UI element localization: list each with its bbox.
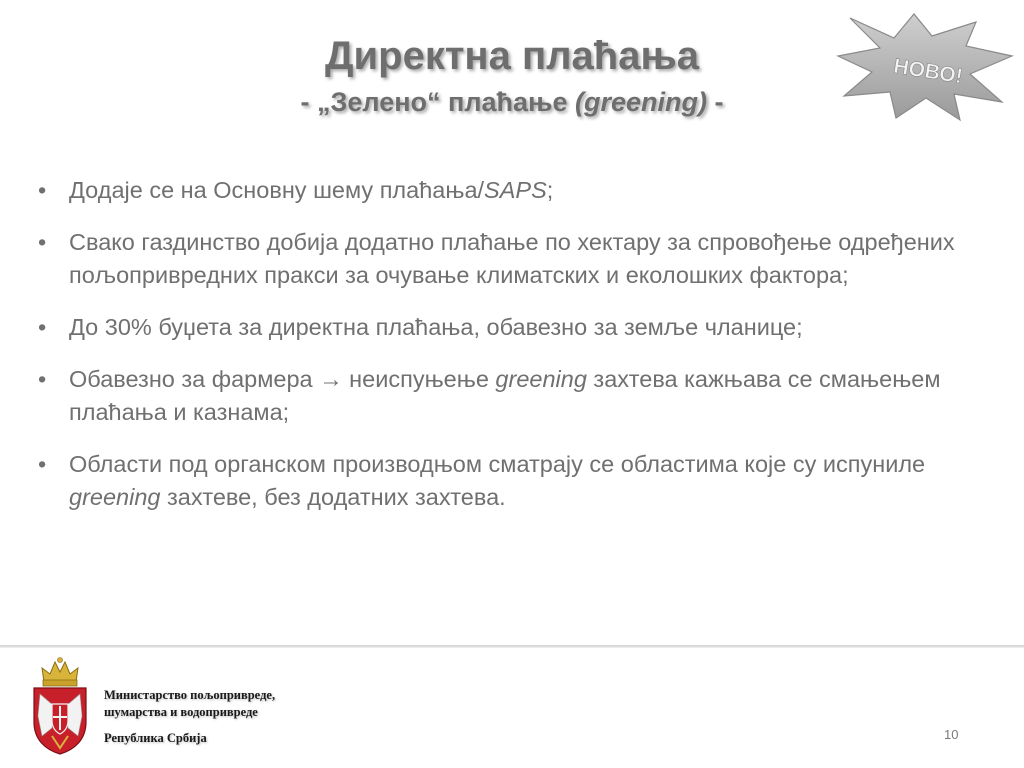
- ministry-line-1: Министарство пољопривреде,: [104, 688, 276, 702]
- coat-of-arms-icon: [28, 654, 92, 758]
- bullet-text: захтева кажњава се смањењем плаћања и казнама;: [69, 366, 941, 425]
- subtitle-italic: (greening): [575, 87, 707, 117]
- ministry-name: [104, 687, 275, 721]
- page-number: 10: [944, 727, 959, 742]
- bullet-item: [38, 448, 998, 514]
- bullet-text: Свако газдинство добија додатно плаћање по хектару за спровођење одређених пољопривредних пракси за очување климатских и еколошких фактора;: [69, 229, 955, 288]
- subtitle-prefix: - „Зелено“ плаћање: [300, 87, 575, 117]
- bullet-list: [38, 174, 998, 533]
- bullet-italic-text: SAPS: [484, 177, 547, 203]
- bullet-text: ;: [546, 177, 554, 203]
- republic-name: Република Србија: [104, 731, 207, 745]
- ministry-line-2: шумарства и водопривреде: [104, 705, 258, 719]
- bullet-item: [38, 226, 998, 292]
- subtitle-suffix: -: [707, 87, 724, 117]
- bullet-dot-icon: •: [38, 314, 47, 340]
- bullet-text: До 30% буџета за директна плаћања, обавезно за земље чланице;: [69, 314, 803, 340]
- bullet-italic-text: greening: [69, 484, 161, 510]
- new-badge: [836, 12, 1018, 122]
- bullet-item: [38, 311, 998, 344]
- bullet-text: захтеве, без додатних захтева.: [160, 484, 506, 510]
- bullet-dot-icon: •: [38, 366, 47, 392]
- slide-title: Директна плаћања: [325, 34, 699, 78]
- bullet-item: [38, 363, 998, 429]
- bullet-item: [38, 174, 998, 207]
- bullet-italic-text: greening: [495, 366, 587, 392]
- bullet-text: Додаје се на Основну шему плаћања/: [69, 177, 485, 203]
- bullet-dot-icon: •: [38, 451, 47, 477]
- bullet-text: Области под органском производњом сматрају се областима које су испуниле: [69, 451, 926, 477]
- footer-divider: [0, 645, 1024, 648]
- bullet-dot-icon: •: [38, 177, 47, 203]
- bullet-text: Обавезно за фармера → неиспуњење: [69, 366, 496, 392]
- bullet-dot-icon: •: [38, 229, 47, 255]
- badge-label: НОВО!: [891, 54, 965, 89]
